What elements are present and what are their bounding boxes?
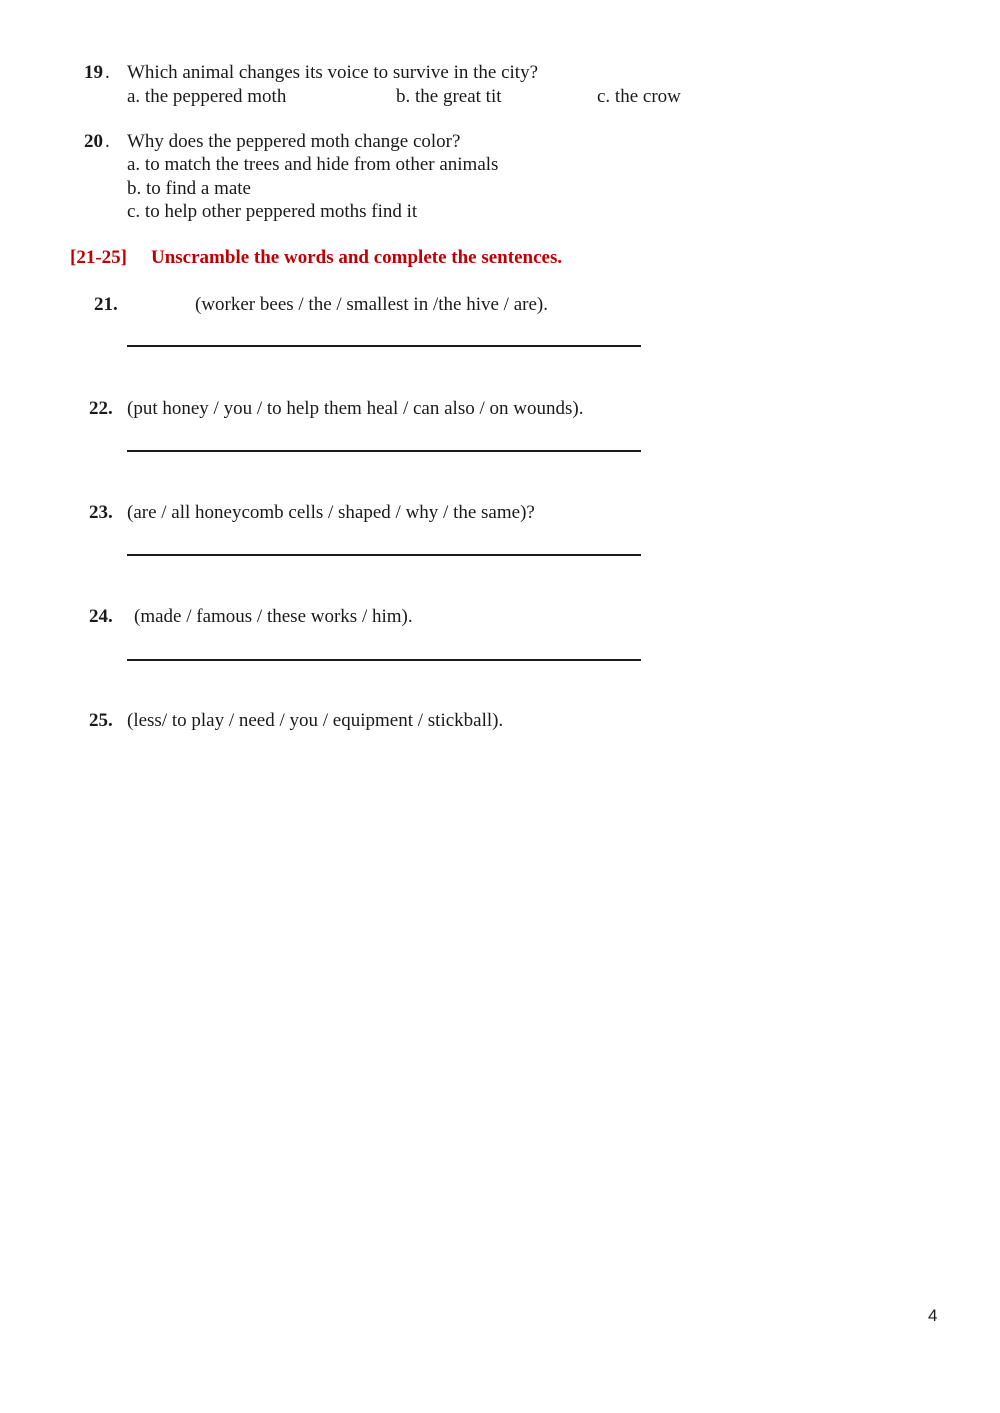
item-21-prompt: (worker bees / the / smallest in /the hive / are).: [195, 294, 548, 315]
item-24-prompt: (made / famous / these works / him).: [134, 606, 413, 627]
item-25-number: 25.: [89, 710, 113, 731]
question-19-option-a[interactable]: a. the peppered moth: [127, 86, 287, 107]
question-20-number: 20: [84, 131, 103, 152]
question-19-dot: .: [105, 62, 110, 83]
section-instruction: Unscramble the words and complete the sentences.: [151, 247, 563, 268]
item-24-answer-line[interactable]: [127, 659, 641, 661]
question-19-option-c[interactable]: c. the crow: [597, 86, 681, 107]
item-22-prompt: (put honey / you / to help them heal / can also / on wounds).: [127, 398, 584, 419]
question-20-option-c[interactable]: c. to help other peppered moths find it: [127, 201, 418, 222]
item-23-prompt: (are / all honeycomb cells / shaped / why / the same)?: [127, 502, 535, 523]
item-23-answer-line[interactable]: [127, 554, 641, 556]
question-20-dot: .: [105, 131, 110, 152]
item-22-answer-line[interactable]: [127, 450, 641, 452]
item-23-number: 23.: [89, 502, 113, 523]
section-range: [21-25]: [70, 247, 127, 268]
question-20-option-b[interactable]: b. to find a mate: [127, 178, 251, 199]
question-19-number: 19: [84, 62, 103, 83]
item-24-number: 24.: [89, 606, 113, 627]
question-20-text: Why does the peppered moth change color?: [127, 131, 461, 152]
item-25-prompt: (less/ to play / need / you / equipment / stickball).: [127, 710, 504, 731]
item-21-number: 21.: [94, 294, 118, 315]
question-19-option-b[interactable]: b. the great tit: [396, 86, 502, 107]
question-20-option-a[interactable]: a. to match the trees and hide from other animals: [127, 154, 499, 175]
item-21-answer-line[interactable]: [127, 345, 641, 347]
item-22-number: 22.: [89, 398, 113, 419]
question-19-text: Which animal changes its voice to survive in the city?: [127, 62, 539, 83]
page-number: 4: [928, 1306, 938, 1325]
